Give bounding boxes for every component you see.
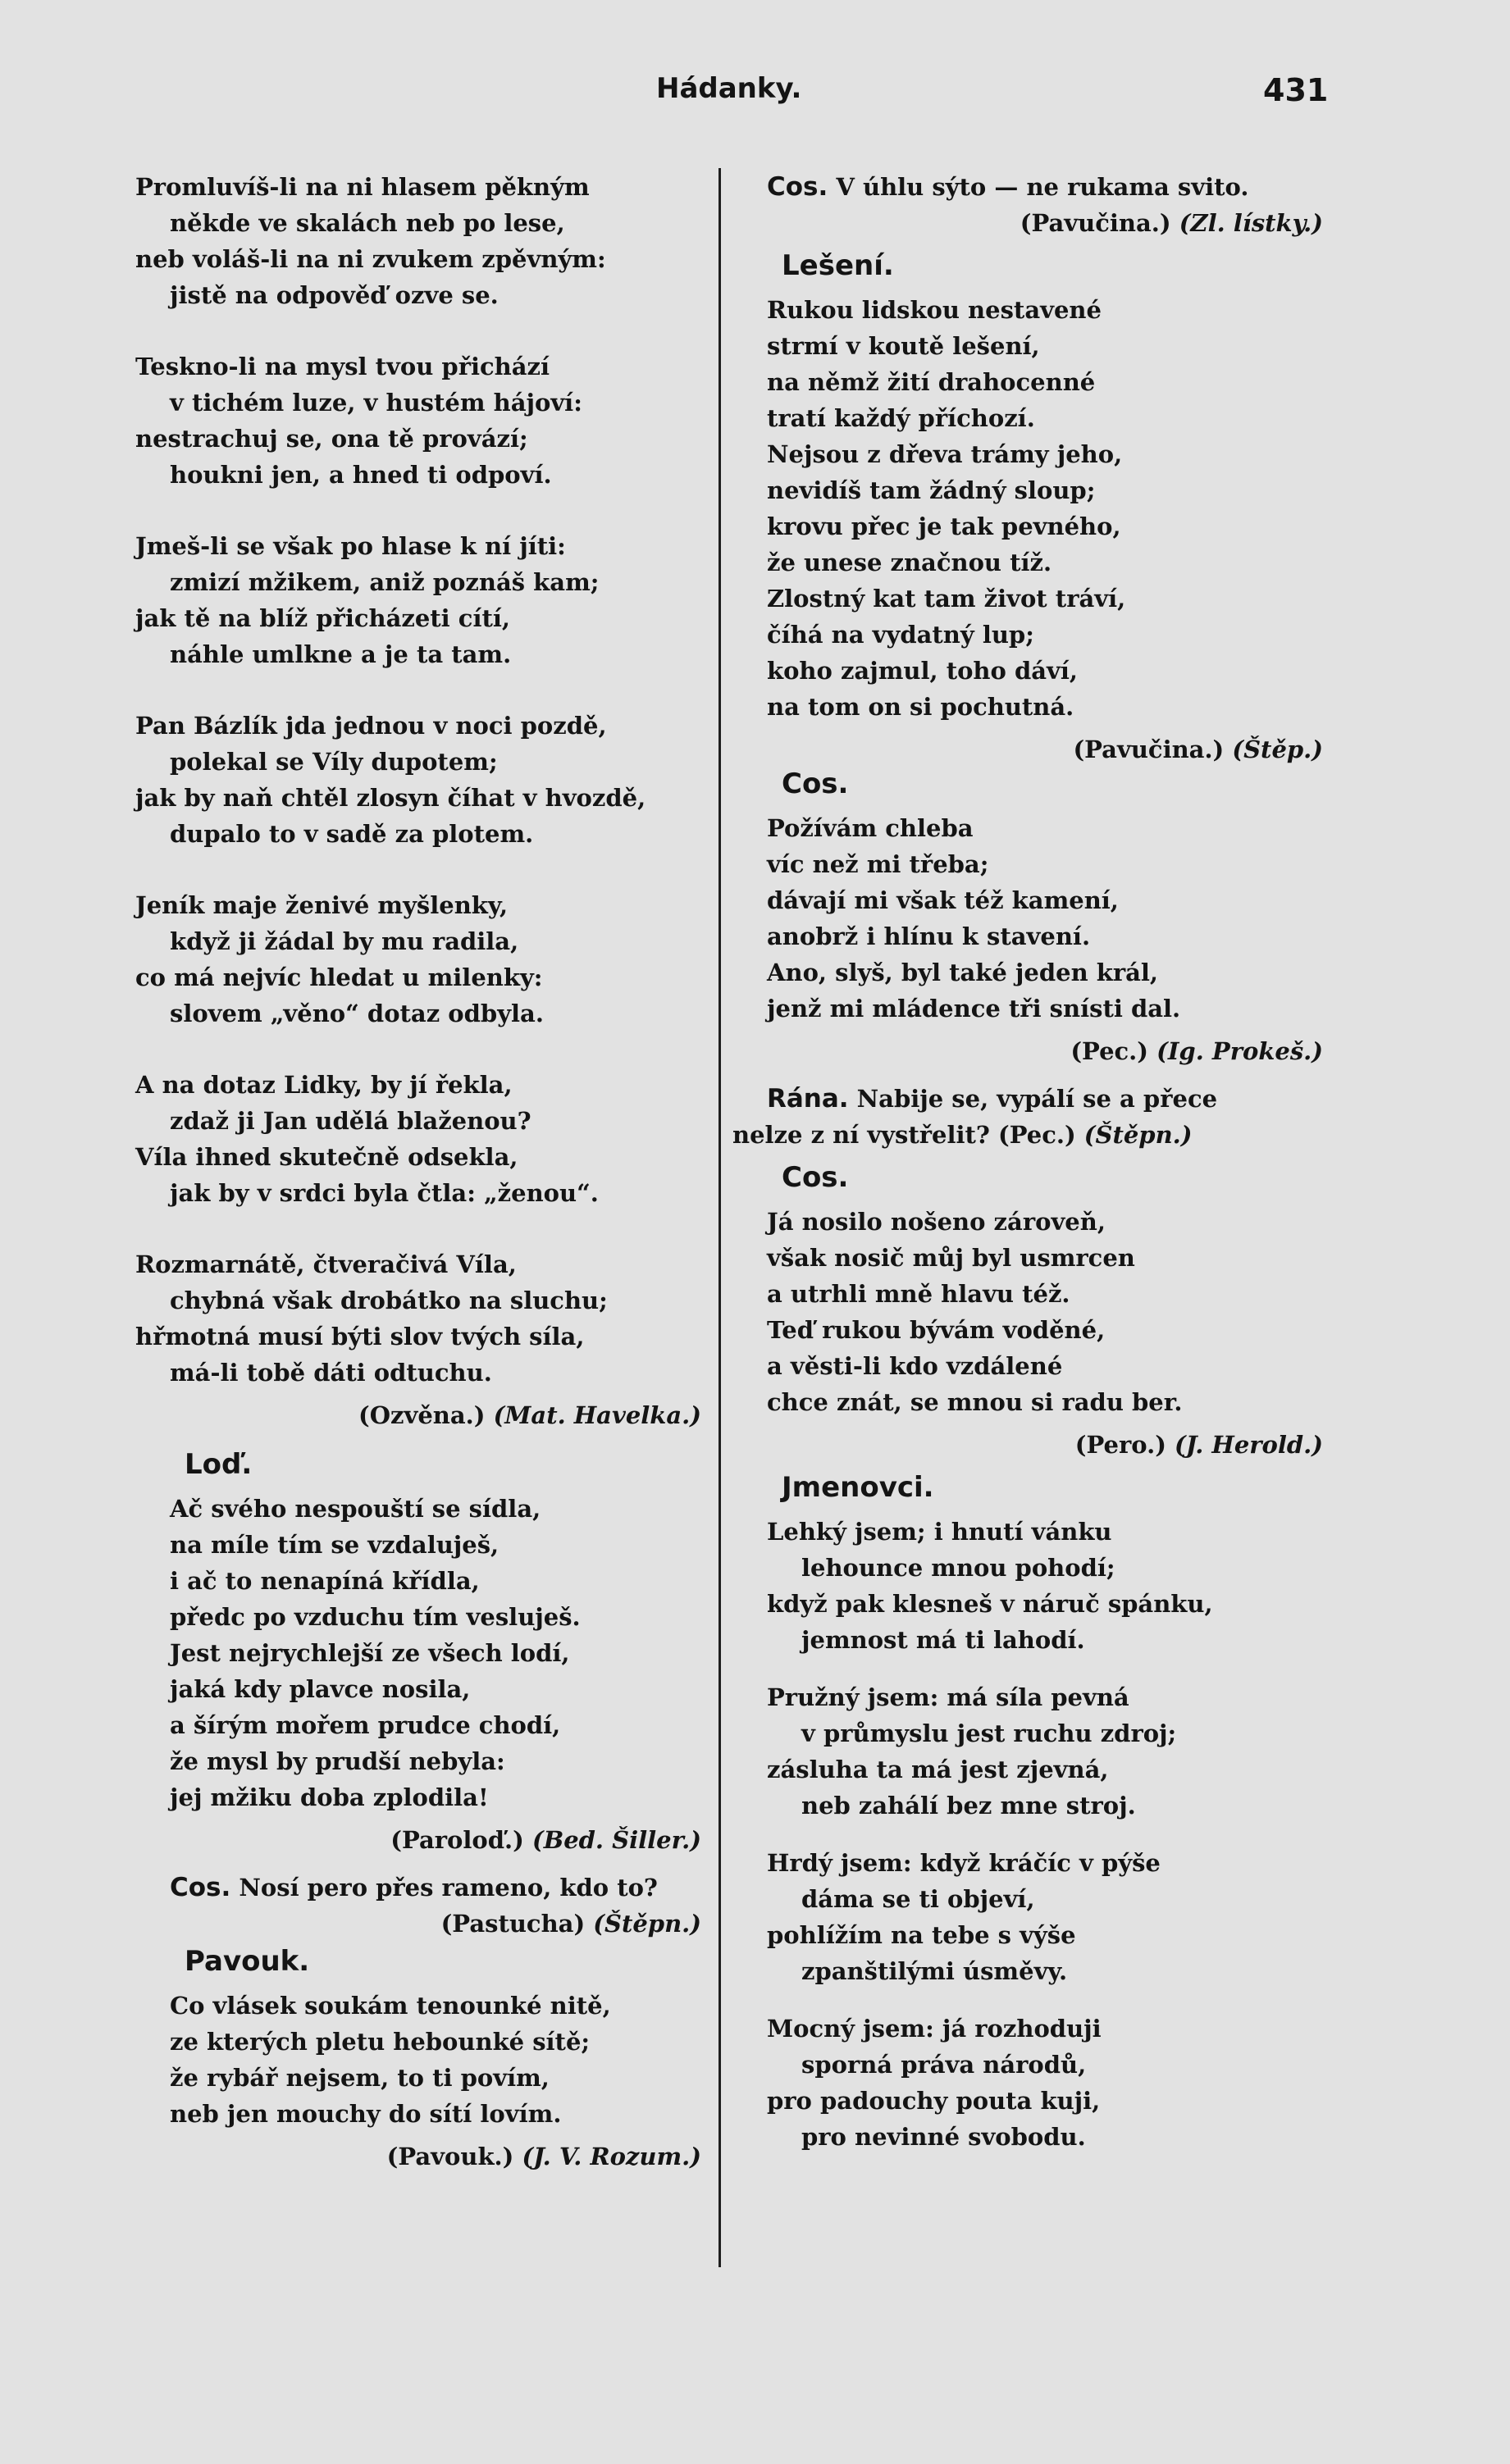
verse-line: však nosič můj byl usmrcen [767, 1244, 1135, 1272]
verse-line: Jmeš-li se však po hlase k ní jíti: [135, 532, 566, 560]
verse-line: houkni jen, a hned ti odpoví. [170, 461, 552, 489]
verse-line: jak tě na blíž přicházeti cítí, [135, 604, 510, 632]
attribution [135, 1397, 701, 1433]
verse-line: nevidíš tam žádný sloup; [767, 476, 1096, 504]
riddle-answer: (Pavučina.) [1020, 209, 1171, 237]
riddle-answer: (Paroloď.) [390, 1826, 524, 1854]
attribution [732, 1033, 1323, 1069]
verse-line: pro padouchy pouta kuji, [767, 2087, 1101, 2115]
riddle-lead: Cos. [767, 172, 828, 202]
stanza [135, 528, 701, 672]
verse-line: zpanštilými úsměvy. [801, 1957, 1068, 1985]
verse-line: Zlostný kat tam život tráví, [767, 585, 1126, 613]
stanza [135, 1988, 701, 2132]
verse-line: když pak klesneš v náruč spánku, [767, 1590, 1213, 1618]
verse-line: Rukou lidskou nestavené [767, 296, 1102, 324]
verse-line: co má nejvíc hledat u milenky: [135, 963, 543, 991]
verse-line: dáma se ti objeví, [801, 1885, 1035, 1913]
verse-line: sporná práva národů, [801, 2051, 1087, 2079]
riddle-author: (Zl. lístky.) [1179, 209, 1323, 237]
riddle-heading: Lešení. [782, 249, 894, 282]
stanza [732, 1204, 1323, 1420]
verse-line: číhá na vydatný lup; [767, 621, 1034, 649]
riddle-text: Nosí pero přes rameno, kdo to? [239, 1874, 658, 1902]
riddle-author: (Štěp.) [1232, 736, 1323, 763]
verse-line: jak by naň chtěl zlosyn číhat v hvozdě, [135, 784, 646, 812]
verse-line: když ji žádal by mu radila, [170, 927, 519, 955]
attribution [135, 1906, 701, 1942]
right-column [732, 169, 1323, 2155]
stanza [135, 1067, 701, 1211]
verse-line: zmizí mžikem, aniž poznáš kam; [170, 568, 600, 596]
verse-line: Nejsou z dřeva trámy jeho, [767, 440, 1123, 468]
verse-line: Pan Bázlík jda jednou v noci pozdě, [135, 712, 607, 740]
stanza [135, 887, 701, 1032]
verse-line: na míle tím se vzdaluješ, [170, 1531, 500, 1559]
column-divider [719, 168, 721, 2267]
attribution [732, 731, 1323, 767]
stanza [135, 1491, 701, 1815]
verse-line: a utrhli mně hlavu též. [767, 1280, 1070, 1308]
verse-line: Hrdý jsem: když kráčíc v pýše [767, 1849, 1161, 1877]
verse-line: nestrachuj se, ona tě provází; [135, 425, 528, 453]
verse-line: Jeník maje ženivé myšlenky, [135, 891, 509, 919]
verse-line: polekal se Víly dupotem; [170, 748, 498, 776]
verse-line: jej mžiku doba zplodila! [170, 1783, 489, 1811]
riddle-author: (Štěpn.) [593, 1910, 701, 1938]
riddle-line [732, 169, 1323, 205]
stanza [732, 292, 1323, 725]
verse-line: že mysl by prudší nebyla: [170, 1747, 505, 1775]
riddle-answer: (Pec.) [1070, 1037, 1149, 1065]
riddle-lead: Rána. [767, 1084, 849, 1114]
verse-line: v tichém luze, v hustém hájoví: [170, 389, 582, 417]
stanza [732, 1679, 1323, 1824]
verse-line: zásluha ta má jest zjevná, [767, 1756, 1109, 1783]
attribution [135, 1822, 701, 1858]
verse-line: náhle umlkne a je ta tam. [170, 640, 512, 668]
verse-line: neb voláš-li na ni zvukem zpěvným: [135, 245, 606, 273]
verse-line: jemnost má ti lahodí. [801, 1626, 1085, 1654]
verse-line: A na dotaz Lidky, by jí řekla, [135, 1071, 513, 1099]
verse-line: tratí každý příchozí. [767, 404, 1035, 432]
verse-line: Promluvíš-li na ni hlasem pěkným [135, 173, 590, 201]
verse-line: dávají mi však též kamení, [767, 886, 1119, 914]
riddle-author: (Ig. Prokeš.) [1156, 1037, 1323, 1065]
verse-line: Co vlásek soukám tenounké nitě, [170, 1992, 611, 2020]
verse-line: pro nevinné svobodu. [801, 2123, 1086, 2151]
verse-line: zdaž ji Jan udělá blaženou? [170, 1107, 531, 1135]
riddle-answer: (Pero.) [1074, 1431, 1166, 1459]
stanza [732, 810, 1323, 1027]
attribution [135, 2138, 701, 2175]
page-number: 431 [1263, 72, 1329, 108]
stanza [135, 169, 701, 313]
stanza [135, 1246, 701, 1391]
riddle-author: (J. Herold.) [1175, 1431, 1323, 1459]
riddle-lead: Cos. [170, 1873, 231, 1902]
verse-line: pohlížím na tebe s výše [767, 1921, 1076, 1949]
verse-line: že unese značnou tíž. [767, 549, 1052, 576]
riddle-text: V úhlu sýto — ne rukama svito. [836, 173, 1249, 201]
riddle-line [732, 1081, 1323, 1117]
verse-line: předc po vzduchu tím vesluješ. [170, 1603, 581, 1631]
verse-line: krovu přec je tak pevného, [767, 512, 1121, 540]
verse-line: strmí v koutě lešení, [767, 332, 1040, 360]
verse-line: někde ve skalách neb po lese, [170, 209, 565, 237]
riddle-line [732, 1117, 1323, 1153]
verse-line: jak by v srdci byla čtla: „ženou“. [170, 1179, 599, 1207]
verse-line: Ano, slyš, byl také jeden král, [767, 959, 1159, 986]
verse-line: Pružný jsem: má síla pevná [767, 1683, 1129, 1711]
riddle-heading: Cos. [782, 767, 849, 800]
verse-line: dupalo to v sadě za plotem. [170, 820, 534, 848]
attribution [732, 205, 1323, 241]
verse-line: koho zajmul, toho dáví, [767, 657, 1078, 685]
riddle-answer: (Pastucha) [440, 1910, 586, 1938]
verse-line: Teskno-li na mysl tvou přichází [135, 353, 550, 380]
verse-line: anobrž i hlínu k stavení. [767, 922, 1091, 950]
riddle-answer: (Pavouk.) [386, 2143, 514, 2170]
verse-line: jistě na odpověď ozve se. [170, 281, 499, 309]
verse-line: Jest nejrychlejší ze všech lodí, [170, 1639, 570, 1667]
verse-line: Ač svého nespouští se sídla, [170, 1495, 541, 1523]
verse-line: Já nosilo nošeno zároveň, [767, 1208, 1106, 1236]
riddle-author: (Štěpn.) [1083, 1121, 1193, 1149]
riddle-text: nelze z ní vystřelit? (Pec.) [732, 1121, 1076, 1149]
verse-line: na němž žití drahocenné [767, 368, 1096, 396]
stanza [135, 708, 701, 852]
riddle-author: (Bed. Šiller.) [531, 1826, 701, 1854]
verse-line: na tom on si pochutná. [767, 693, 1074, 721]
verse-line: chce znát, se mnou si radu ber. [767, 1388, 1183, 1416]
verse-line: neb jen mouchy do sítí lovím. [170, 2100, 562, 2128]
verse-line: a věsti-li kdo vzdálené [767, 1352, 1063, 1380]
verse-line: Lehký jsem; i hnutí vánku [767, 1518, 1112, 1546]
verse-line: lehounce mnou pohodí; [801, 1554, 1115, 1582]
riddle-text: Nabije se, vypálí se a přece [856, 1085, 1218, 1113]
riddle-heading: Jmenovci. [782, 1471, 934, 1504]
left-column [135, 169, 701, 2186]
stanza [732, 1514, 1323, 1658]
riddle-answer: (Ozvěna.) [358, 1401, 486, 1429]
verse-line: víc než mi třeba; [767, 850, 989, 878]
riddle-heading: Loď. [185, 1448, 253, 1481]
riddle-heading: Cos. [782, 1161, 849, 1194]
verse-line: Teď rukou bývám voděné, [767, 1316, 1106, 1344]
verse-line: že rybář nejsem, to ti povím, [170, 2064, 550, 2092]
verse-line: chybná však drobátko na sluchu; [170, 1287, 608, 1314]
riddle-author: (Mat. Havelka.) [493, 1401, 701, 1429]
riddle-author: (J. V. Rozum.) [522, 2143, 701, 2170]
verse-line: Rozmarnátě, čtveračivá Víla, [135, 1250, 517, 1278]
verse-line: Víla ihned skutečně odsekla, [135, 1143, 518, 1171]
stanza [732, 1845, 1323, 1989]
verse-line: ze kterých pletu hebounké sítě; [170, 2028, 591, 2056]
verse-line: slovem „věno“ dotaz odbyla. [170, 1000, 544, 1027]
verse-line: Mocný jsem: já rozhoduji [767, 2015, 1102, 2043]
verse-line: v průmyslu jest ruchu zdroj; [801, 1719, 1177, 1747]
riddle-line [135, 1870, 701, 1906]
attribution [732, 1427, 1323, 1463]
verse-line: neb zahálí bez mne stroj. [801, 1792, 1136, 1820]
stanza [732, 2011, 1323, 2155]
verse-line: jenž mi mládence tři snísti dal. [767, 995, 1181, 1022]
stanza [135, 348, 701, 493]
verse-line: má-li tobě dáti odtuchu. [170, 1359, 492, 1387]
riddle-answer: (Pavučina.) [1073, 736, 1225, 763]
verse-line: a šírým mořem prudce chodí, [170, 1711, 561, 1739]
riddle-heading: Pavouk. [185, 1945, 310, 1978]
verse-line: Požívám chleba [767, 814, 974, 842]
verse-line: i ač to nenapíná křídla, [170, 1567, 480, 1595]
verse-line: hřmotná musí býti slov tvých síla, [135, 1323, 585, 1350]
verse-line: jaká kdy plavce nosila, [170, 1675, 471, 1703]
running-header: Hádanky. [656, 72, 802, 105]
